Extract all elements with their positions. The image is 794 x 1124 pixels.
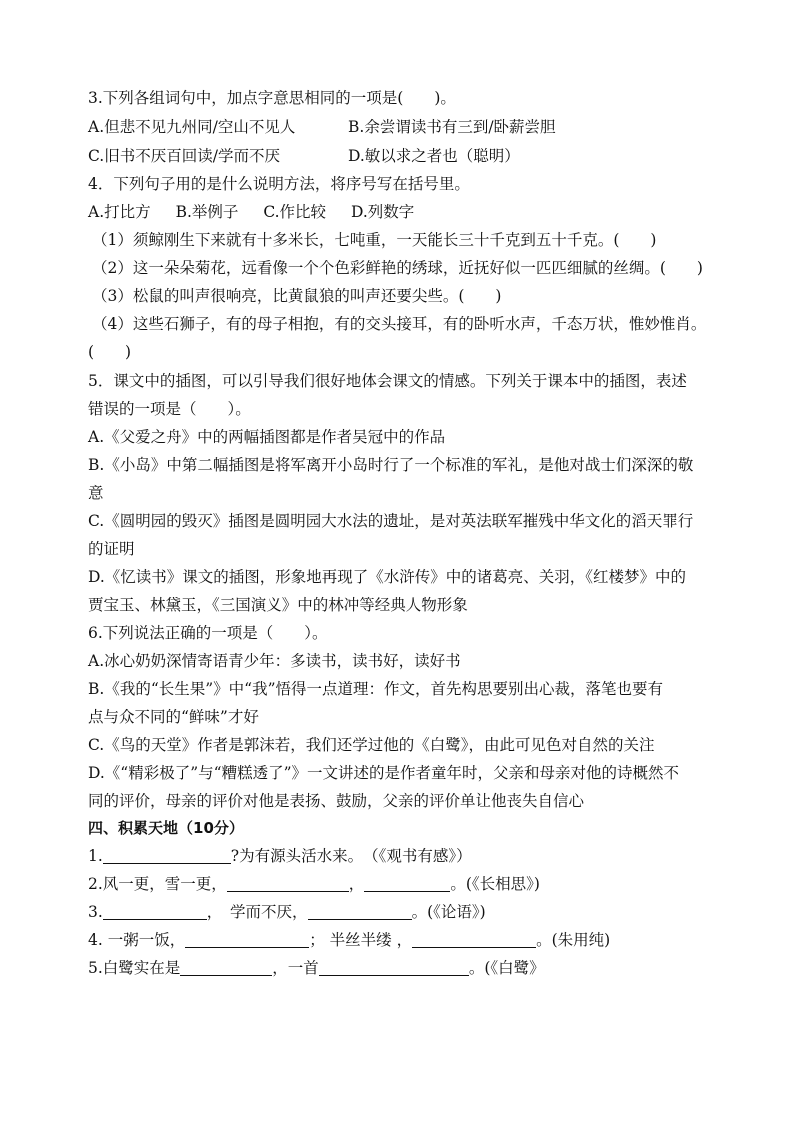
q3-option-d: D.敏以求之者也（聪明） [348, 147, 520, 165]
q4-sentence-2: （2）这一朵朵菊花，远看像一个个色彩鲜艳的绣球，近抚好似一匹匹细腻的丝绸。( ) [92, 259, 703, 277]
q5-option-d-line1: D.《忆读书》课文的插图，形象地再现了《水浒传》中的诸葛亮、关羽，《红楼梦》中的 [88, 568, 687, 586]
fill-4-post: 。(朱用纯) [536, 931, 611, 949]
fill-3-number: 3. [88, 903, 103, 921]
q5-option-c-line1: C.《圆明园的毁灭》插图是圆明园大水法的遗址，是对英法联军摧残中华文化的滔天罪行 [88, 512, 694, 530]
fill-5-mid: ，一首 [272, 959, 319, 977]
q4-sentence-4-bracket: ( ) [88, 343, 132, 361]
q4-option-d: D.列数字 [351, 203, 415, 221]
fill-1-blank[interactable] [103, 847, 231, 864]
q5-stem-line1: 5．课文中的插图，可以引导我们很好地体会课文的情感。下列关于课本中的插图，表述 [88, 372, 687, 390]
q4-option-a: A.打比方 [88, 203, 151, 221]
fill-3-post: 。(《论语》) [411, 903, 486, 921]
q3-stem: 3.下列各组词句中，加点字意思相同的一项是( )。 [88, 89, 456, 107]
q4-sentence-3: （3）松鼠的叫声很响亮，比黄鼠狼的叫声还要尖些。( ) [92, 287, 502, 305]
q4-sentence-4: （4）这些石狮子，有的母子相抱，有的交头接耳，有的卧听水声，千态万状，惟妙惟肖。 [92, 315, 707, 333]
fill-5-post: 。(《白鹭》 [468, 959, 545, 977]
q4-option-c: C.作比较 [263, 203, 327, 221]
fill-line-2 [88, 874, 724, 894]
fill-2-blank-b[interactable] [364, 875, 450, 892]
fill-5-blank-a[interactable] [180, 959, 272, 976]
fill-line-1 [88, 846, 724, 866]
fill-2-mid: ， [348, 875, 365, 893]
q6-option-b-line1: B.《我的“长生果”》中“我”悟得一点道理：作文，首先构思要别出心裁，落笔也要有 [88, 680, 664, 698]
q6-option-d-line1: D.《“精彩极了”与“糟糕透了”》一文讲述的是作者童年时，父亲和母亲对他的诗概然不 [88, 764, 680, 782]
fill-line-4 [88, 930, 724, 950]
q5-option-a: A.《父爱之舟》中的两幅插图都是作者吴冠中的作品 [88, 428, 446, 446]
q3-options-row2 [88, 146, 724, 166]
fill-3-mid: ， 学而不厌， [206, 903, 308, 921]
q5-option-b-line1: B.《小岛》中第二幅插图是将军离开小岛时行了一个标准的军礼，是他对战士们深深的敬 [88, 456, 694, 474]
q6-option-b-line2: 点与众不同的“鲜味”才好 [88, 708, 259, 726]
q4-option-b: B.举例子 [175, 203, 239, 221]
fill-1-number: 1. [88, 847, 103, 865]
q6-option-c: C.《鸟的天堂》作者是郭沫若，我们还学过他的《白鹭》，由此可见色对自然的关注 [88, 736, 655, 754]
fill-4-pre: 4. 一粥一饭， [88, 931, 186, 949]
fill-5-blank-b[interactable] [319, 959, 469, 976]
q5-option-b-line2: 意 [88, 484, 104, 502]
fill-line-5 [88, 958, 724, 978]
fill-2-blank-a[interactable] [227, 875, 349, 892]
fill-1-text: ?为有源头活水来。 （《观书有感》） [230, 847, 472, 865]
q5-option-d-line2: 贾宝玉、林黛玉，《三国演义》中的林冲等经典人物形象 [88, 596, 468, 614]
fill-3-blank-b[interactable] [308, 903, 412, 920]
q3-option-c: C.旧书不厌百回读/学而不厌 [88, 147, 280, 165]
q4-sentence-1: （1）须鲸刚生下来就有十多米长，七吨重，一天能长三十千克到五十千克。( ) [92, 231, 657, 249]
q3-option-a: A.但悲不见九州同/空山不见人 [88, 118, 296, 136]
fill-4-blank-b[interactable] [412, 931, 536, 948]
q4-stem: 4．下列句子用的是什么说明方法，将序号写在括号里。 [88, 175, 470, 193]
section-4-title: 四、积累天地（10分） [88, 819, 244, 837]
fill-2-post: 。(《长相思》) [450, 875, 540, 893]
fill-line-3 [88, 902, 724, 922]
q6-stem: 6.下列说法正确的一项是（ ）。 [88, 624, 328, 642]
q3-options-row1 [88, 117, 724, 137]
q3-option-b: B.余尝谓读书有三到/卧薪尝胆 [348, 118, 556, 136]
q4-options [88, 202, 724, 222]
fill-3-blank-a[interactable] [103, 903, 207, 920]
fill-5-pre: 5.白鹭实在是 [88, 959, 181, 977]
q6-option-d-line2: 同的评价，母亲的评价对他是表扬、鼓励，父亲的评价单让他丧失自信心 [88, 792, 585, 810]
q5-stem-line2: 错误的一项是（ ）。 [88, 400, 251, 418]
fill-4-blank-a[interactable] [185, 931, 309, 948]
fill-2-pre: 2.风一更，雪一更， [88, 875, 227, 893]
q5-option-c-line2: 的证明 [88, 540, 135, 558]
fill-4-mid: ； 半丝半缕 ， [309, 931, 413, 949]
q6-option-a: A.冰心奶奶深情寄语青少年：多读书，读书好，读好书 [88, 652, 461, 670]
